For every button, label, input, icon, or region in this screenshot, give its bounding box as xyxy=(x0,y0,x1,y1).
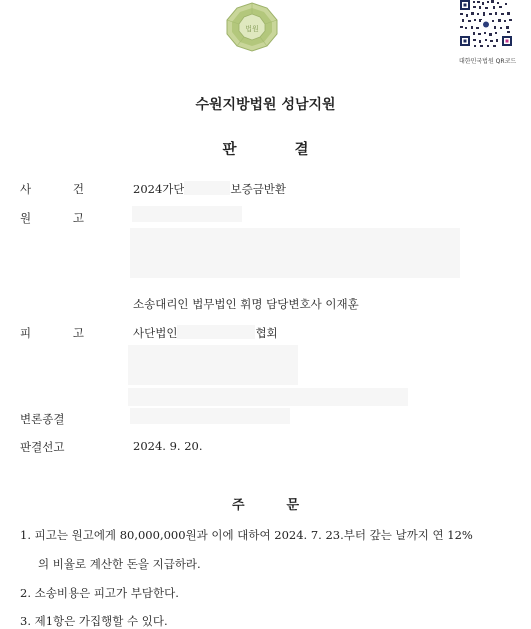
redaction-block xyxy=(184,181,230,195)
plaintiff-redaction xyxy=(132,206,242,222)
defendant-value xyxy=(133,325,278,341)
defendant-rep-redaction xyxy=(128,388,408,406)
plaintiff-address-redaction xyxy=(130,228,460,278)
plaintiff-label: 원 고 xyxy=(20,211,84,225)
hearing-end-redaction xyxy=(130,408,290,424)
case-number-prefix: 2024가단 xyxy=(133,182,185,196)
judgment-date-value: 2024. 9. 20. xyxy=(133,439,203,453)
order-item-3: 3. 제1항은 가집행할 수 있다. xyxy=(20,614,168,628)
title-left: 판 xyxy=(222,142,237,158)
order-item-1-cont: 의 비율로 계산한 돈을 지급하라. xyxy=(38,557,201,571)
case-title: 보증금반환 xyxy=(230,182,287,196)
order-item-1: 1. 피고는 원고에게 80,000,000원과 이에 대하여 2024. 7. 23.부터 갚는 날까지 연 12% xyxy=(20,528,473,542)
attorney-line: 소송대리인 법무법인 휘명 담당변호사 이재훈 xyxy=(133,297,359,311)
defendant-suffix: 협회 xyxy=(255,326,278,340)
court-emblem-icon xyxy=(224,2,280,52)
order-item-2: 2. 소송비용은 피고가 부담한다. xyxy=(20,586,179,600)
judgment-date-label: 판결선고 xyxy=(20,440,65,454)
emblem-text: 법원 xyxy=(245,25,259,33)
hearing-end-label: 변론종결 xyxy=(20,412,65,426)
qr-caption: 대한민국법원 QR코드 xyxy=(459,58,517,65)
defendant-prefix: 사단법인 xyxy=(133,326,178,340)
document-title xyxy=(0,138,531,159)
case-label: 사 건 xyxy=(20,182,84,196)
redaction-block xyxy=(177,325,255,339)
case-value xyxy=(133,181,286,197)
qr-code-icon xyxy=(459,0,513,48)
defendant-address-redaction xyxy=(128,345,298,385)
court-name: 수원지방법원 성남지원 xyxy=(195,97,336,113)
order-heading: 주 문 xyxy=(231,498,300,513)
title-right: 결 xyxy=(294,142,309,158)
defendant-label: 피 고 xyxy=(20,326,84,340)
